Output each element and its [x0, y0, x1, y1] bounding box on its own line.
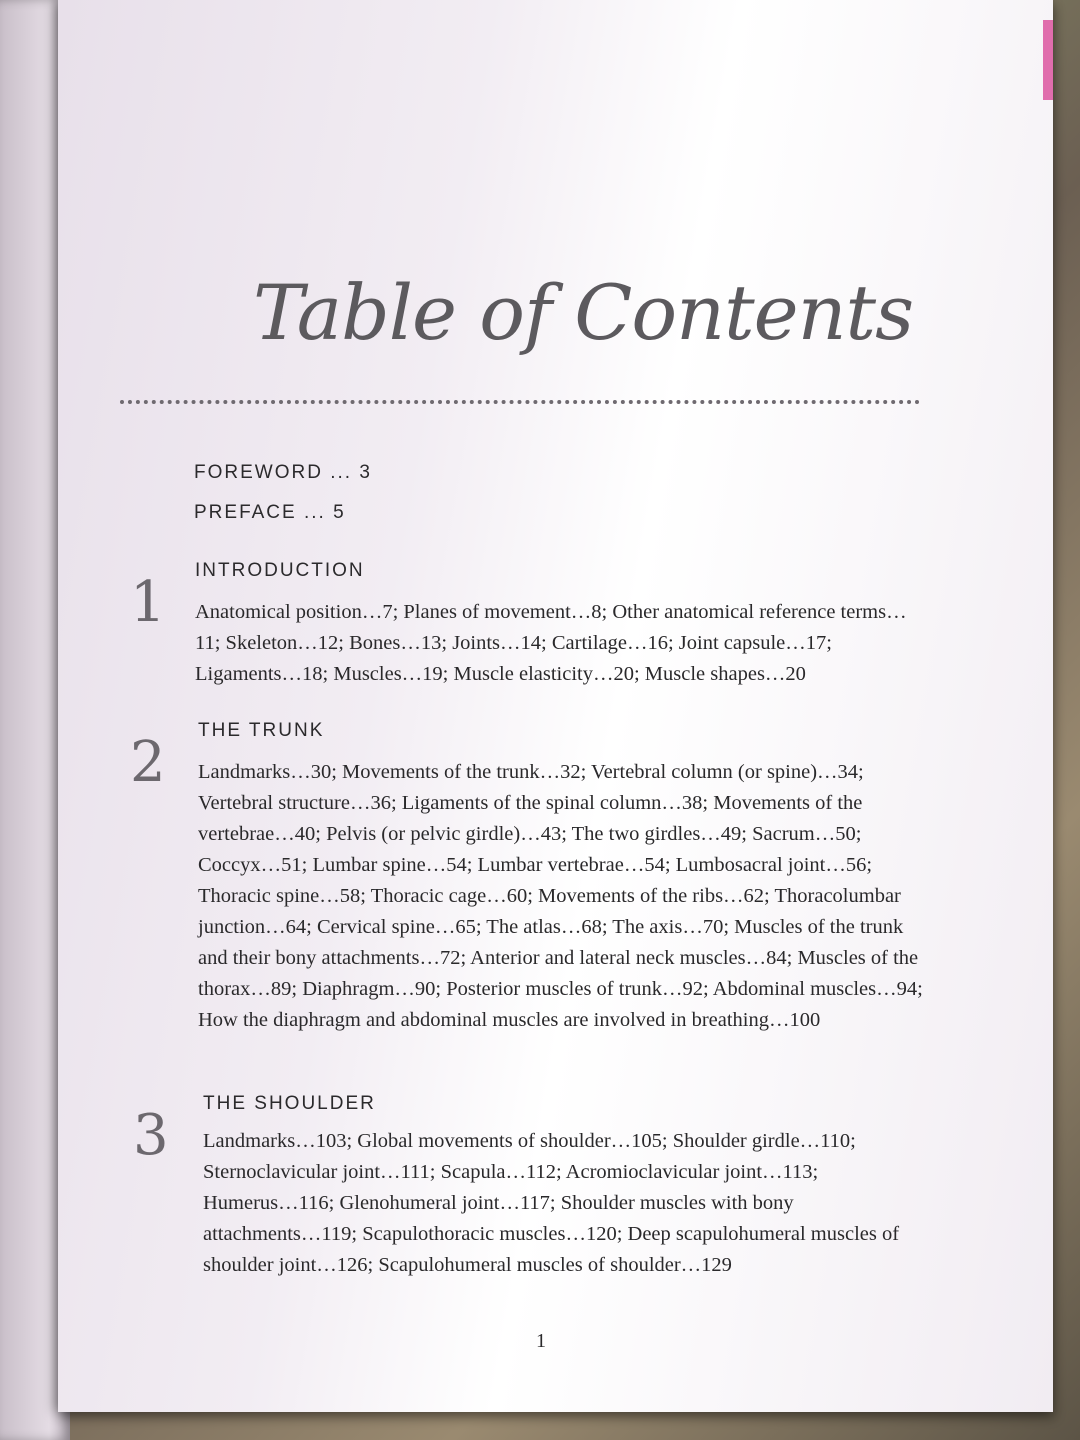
foreword-entry: FOREWORD ... 3: [194, 462, 372, 483]
page-number: 1: [536, 1330, 546, 1352]
chapter-number: 3: [133, 1103, 169, 1168]
table-of-contents: [58, 0, 1053, 1412]
preface-entry: PREFACE ... 5: [194, 502, 346, 523]
chapter-title: THE TRUNK: [198, 720, 325, 741]
chapter-number: 1: [130, 570, 166, 635]
chapter-entries: Anatomical position…7; Planes of movement…8; Other anatomical reference terms…11; Skeleton…12; Bones…13; Joints…14; Cartilage…16; Joint capsule…17; Ligaments…18; Muscles…19; Muscle elasticity…20; Muscle shapes…20: [195, 601, 907, 685]
chapter-entries: Landmarks…103; Global movements of shoulder…105; Shoulder girdle…110; Sternoclavicular joint…111; Scapula…112; Acromioclavicular joint…113; Humerus…116; Glenohumeral joint…117; Shoulder muscles with bony attachments…119; Scapulothoracic muscles…120; Deep scapulohumeral muscles of shoulder joint…126; Scapulohumeral muscles of shoulder…129: [203, 1130, 900, 1276]
book-page: [58, 0, 1053, 1412]
chapter-title: INTRODUCTION: [195, 560, 365, 581]
page-title: Table of Contents: [253, 268, 914, 357]
chapter-title: THE SHOULDER: [203, 1093, 376, 1114]
chapter-number: 2: [130, 730, 166, 795]
chapter-entries: Landmarks…30; Movements of the trunk…32; Vertebral column (or spine)…34; Vertebral structure…36; Ligaments of the spinal column…38; Movements of the vertebrae…40; Pelvis (or pelvic girdle)…43; The two girdles…49; Sacrum…50; Coccyx…51; Lumbar spine…54; Lumbar vertebrae…54; Lumbosacral joint…56; Thoracic spine…58; Thoracic cage…60; Movements of the ribs…62; Thoracolumbar junction…64; Cervical spine…65; The atlas…68; The axis…70; Muscles of the trunk and their bony attachments…72; Anterior and lateral neck muscles…84; Muscles of the thorax…89; Diaphragm…90; Posterior muscles of trunk…92; Abdominal muscles…94; How the diaphragm and abdominal muscles are involved in breathing…100: [198, 761, 923, 1031]
